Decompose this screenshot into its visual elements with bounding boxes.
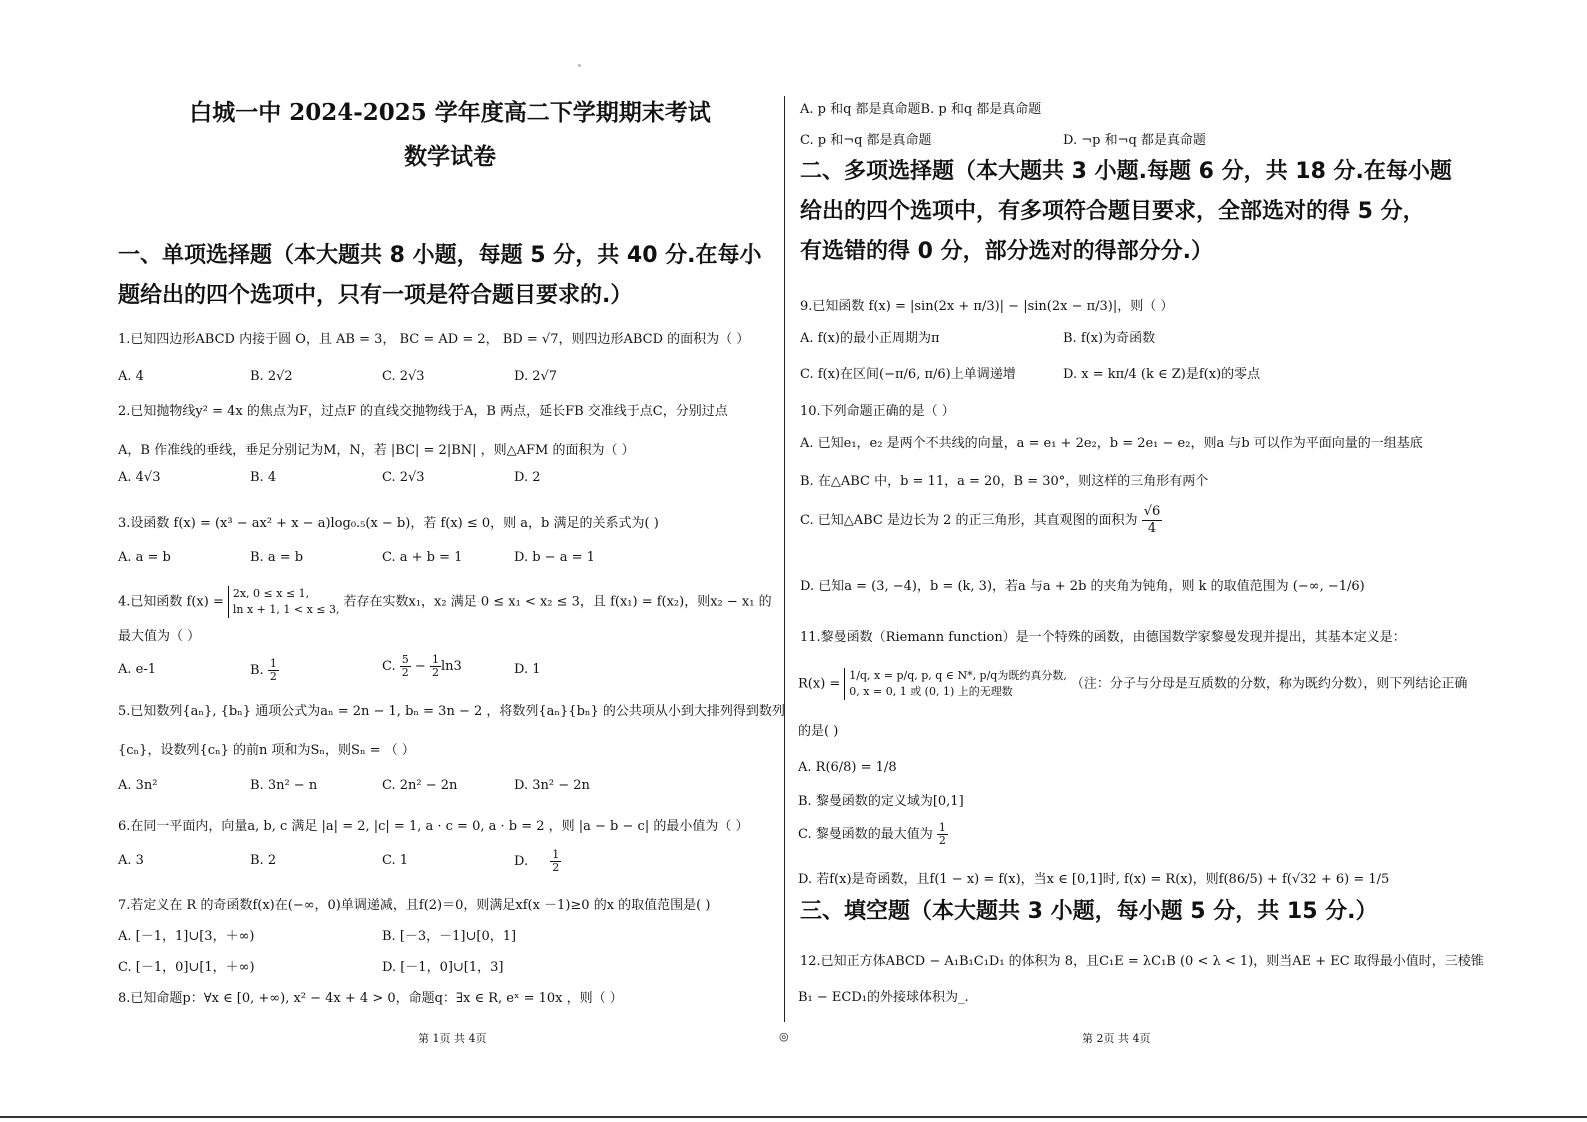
- q5-option-c: C. 2n² − 2n: [382, 778, 458, 793]
- q4-option-c-fraction-1: [400, 654, 411, 679]
- section-1-line1: 一、单项选择题（本大题共 8 小题，每题 5 分，共 40 分.在每小: [118, 243, 762, 268]
- q11-option-c: [798, 822, 948, 847]
- q11-def-prefix: R(x) =: [798, 676, 841, 692]
- q4-option-d: D. 1: [514, 662, 541, 677]
- q2-option-c: C. 2√3: [382, 470, 425, 485]
- q2-option-a: A. 4√3: [118, 470, 161, 485]
- section-2-heading: [800, 152, 1460, 272]
- question-4-line2: 最大值为（ ）: [118, 629, 201, 644]
- q4-option-c-suffix: ln3: [440, 659, 462, 674]
- footer-page-right: 第 2页 共 4页: [1082, 1032, 1151, 1045]
- q5-option-a: A. 3n²: [118, 778, 158, 793]
- q9-option-b: B. f(x)为奇函数: [1063, 331, 1156, 346]
- section-2-line1: 二、多项选择题（本大题共 3 小题.每题 6 分，共 18 分.在每小题: [800, 159, 1452, 184]
- q4-option-a: A. e-1: [118, 662, 157, 677]
- q10-option-a: A. 已知e₁，e₂ 是两个不共线的向量，a = e₁ + 2e₂，b = 2e₁ − e₂，则a 与b 可以作为平面向量的一组基底: [800, 436, 1423, 451]
- q11-option-c-den: 2: [938, 834, 946, 847]
- q6-option-d-den: 2: [552, 861, 560, 874]
- question-9: 9.已知函数 f(x) = |sin(2x + π/3)| − |sin(2x − π/3)|，则（ ）: [800, 299, 1174, 314]
- q4-piecewise: [228, 586, 340, 618]
- section-3-heading: 三、填空题（本大题共 3 小题，每小题 5 分，共 15 分.）: [800, 899, 1378, 924]
- q10-option-c-text: C. 已知△ABC 是边长为 2 的正三角形，其直观图的面积为: [800, 513, 1138, 528]
- q4-option-b-fraction: [268, 658, 279, 683]
- question-2-line1: 2.已知抛物线y² = 4x 的焦点为F，过点F 的直线交抛物线于A，B 两点，延长FB 交准线于点C，分别过点: [118, 404, 728, 419]
- q11-option-a: A. R(6/8) = 1/8: [798, 760, 897, 775]
- q6-option-c: C. 1: [382, 853, 409, 868]
- q2-option-b: B. 4: [250, 470, 277, 485]
- question-11-definition: [798, 668, 1467, 700]
- q7-option-b: B. [－3，－1]∪[0，1]: [382, 929, 517, 944]
- q10-option-c-den: 4: [1147, 521, 1157, 536]
- q4-option-c-fraction-2: [430, 654, 441, 679]
- q4-option-c: [382, 654, 462, 679]
- q4-option-c-num2: 1: [431, 653, 439, 666]
- q9-option-a: A. f(x)的最小正周期为π: [800, 331, 940, 346]
- q9-option-d: D. x = kπ/4 (k ∈ Z)是f(x)的零点: [1063, 367, 1261, 382]
- q11-option-c-text: C. 黎曼函数的最大值为: [798, 827, 933, 842]
- q7-option-d: D. [－1，0]∪[1，3]: [382, 960, 504, 975]
- q4-option-c-minus: −: [410, 659, 430, 674]
- q9-option-c: C. f(x)在区间(−π/6, π/6)上单调递增: [800, 367, 1016, 382]
- q3-option-a: A. a = b: [118, 550, 171, 565]
- q1-option-c: C. 2√3: [382, 369, 425, 384]
- section-2-line3: 有选错的得 0 分，部分选对的得部分分.）: [800, 239, 1213, 264]
- q11-def-suffix: （注：分子与分母是互质数的分数，称为既约分数），则下列结论正确: [1070, 676, 1468, 692]
- q11-case-1: 1/q, x = p/q, p, q ∈ N*, p/q为既约真分数,: [849, 669, 1067, 682]
- question-10: 10.下列命题正确的是（ ）: [800, 404, 955, 419]
- q11-option-c-fraction: [937, 822, 948, 847]
- q7-option-a: A. [－1，1]∪[3，＋∞): [118, 929, 255, 944]
- question-6: 6.在同一平面内，向量a, b, c 满足 |a| = 2, |c| = 1, a · c = 0, a · b = 2 ，则 |a − b − c| 的最小值为（ ）: [118, 819, 749, 834]
- q4-option-b: [250, 658, 279, 683]
- q4-suffix: 若存在实数x₁，x₂ 满足 0 ≤ x₁ < x₂ ≤ 3，且 f(x₁) = f(x₂)，则x₂ − x₁ 的: [343, 594, 772, 610]
- question-7: 7.若定义在 R 的奇函数f(x)在(−∞，0)单调递减，且f(2)＝0，则满足xf(x －1)≥0 的x 的取值范围是( ): [118, 898, 711, 913]
- q10-option-c: [800, 504, 1162, 537]
- question-8: 8.已知命题p：∀x ∈ [0, +∞), x² − 4x + 4 > 0，命题q：∃x ∈ R, eˣ = 10x ，则（ ）: [118, 991, 623, 1006]
- q8-option-d: D. ¬p 和¬q 都是真命题: [1063, 133, 1206, 148]
- q3-option-d: D. b − a = 1: [514, 550, 595, 565]
- question-12-line2: B₁ − ECD₁的外接球体积为_.: [798, 990, 969, 1005]
- q2-option-d: D. 2: [514, 470, 541, 485]
- question-1: 1.已知四边形ABCD 内接于圆 O，且 AB = 3， BC = AD = 2， BD = √7，则四边形ABCD 的面积为（ ）: [118, 332, 750, 347]
- q10-option-c-num: √6: [1143, 504, 1161, 519]
- q6-option-a: A. 3: [118, 853, 144, 868]
- q3-option-b: B. a = b: [250, 550, 304, 565]
- q4-option-b-label: B.: [250, 663, 264, 678]
- q7-option-c: C. [－1，0]∪[1，＋∞): [118, 960, 255, 975]
- q11-piecewise: [844, 668, 1067, 700]
- q11-option-d: D. 若f(x)是奇函数，且f(1 − x) = f(x)，当x ∈ [0,1]时, f(x) = R(x)，则f(86/5) + f(√32 + 6) = 1/5: [798, 872, 1390, 887]
- question-3: 3.设函数 f(x) = (x³ − ax² + x − a)log₀.₅(x − b)，若 f(x) ≤ 0，则 a，b 满足的关系式为( ): [118, 516, 659, 531]
- q4-option-c-num1: 5: [401, 653, 409, 666]
- exam-title: 白城一中 2024-2025 学年度高二下学期期末考试: [189, 99, 711, 126]
- q4-option-b-den: 2: [269, 670, 277, 683]
- q4-option-c-den2: 2: [431, 666, 439, 679]
- q1-option-d: D. 2√7: [514, 369, 558, 384]
- q8-options-ab: A. p 和q 都是真命题B. p 和q 都是真命题: [800, 102, 1042, 117]
- section-2-line2: 给出的四个选项中，有多项符合题目要求，全部选对的得 5 分，: [800, 199, 1425, 224]
- footer-center-mark: ◎: [779, 1030, 789, 1043]
- question-11-line3: 的是( ): [798, 724, 839, 739]
- q1-option-a: A. 4: [118, 369, 144, 384]
- exam-subtitle: 数学试卷: [404, 143, 496, 170]
- q11-case-2: 0, x = 0, 1 或 (0, 1) 上的无理数: [849, 685, 1013, 698]
- q4-option-c-den1: 2: [401, 666, 409, 679]
- question-4-line1: [118, 586, 772, 618]
- footer-page-left: 第 1页 共 4页: [418, 1032, 487, 1045]
- q6-option-d-num: 1: [552, 848, 560, 861]
- q6-option-d-label: D.: [514, 854, 529, 869]
- q10-option-c-fraction: [1142, 504, 1163, 537]
- q4-prefix: 4.已知函数 f(x) =: [118, 594, 224, 610]
- section-1-heading: [118, 236, 782, 316]
- section-1-line2: 题给出的四个选项中，只有一项是符合题目要求的.）: [118, 283, 633, 308]
- q1-option-b: B. 2√2: [250, 369, 293, 384]
- question-2-line2: A，B 作准线的垂线，垂足分别记为M，N，若 |BC| = 2|BN| ，则△AFM 的面积为（ ）: [118, 443, 635, 458]
- q11-option-c-num: 1: [938, 821, 946, 834]
- q6-option-b: B. 2: [250, 853, 277, 868]
- question-5-line1: 5.已知数列{aₙ}, {bₙ} 通项公式为aₙ = 2n − 1, bₙ = 3n − 2 ，将数列{aₙ}{bₙ} 的公共项从小到大排列得到数列: [118, 704, 785, 719]
- q10-option-b: B. 在△ABC 中，b = 11，a = 20，B = 30°，则这样的三角形有两个: [800, 474, 1209, 489]
- q4-case-2: ln x + 1, 1 < x ≤ 3,: [232, 603, 340, 616]
- q10-option-d: D. 已知a = (3, −4)，b = (k, 3)，若a 与a + 2b 的夹角为钝角，则 k 的取值范围为 (−∞, −1/6): [800, 579, 1365, 594]
- q6-option-d-fraction: [550, 849, 561, 874]
- q6-option-d: [514, 849, 561, 874]
- question-5-line2: {cₙ}，设数列{cₙ} 的前n 项和为Sₙ，则Sₙ = （ ）: [118, 743, 415, 758]
- q4-option-b-num: 1: [269, 657, 277, 670]
- column-divider: [784, 96, 785, 1022]
- q8-option-c: C. p 和¬q 都是真命题: [800, 133, 932, 148]
- question-11-line1: 11.黎曼函数（Riemann function）是一个特殊的函数，由德国数学家黎曼发现并提出，其基本定义是：: [800, 630, 1406, 645]
- q5-option-b: B. 3n² − n: [250, 778, 318, 793]
- q11-option-b: B. 黎曼函数的定义域为[0,1]: [798, 794, 964, 809]
- scan-mark: [578, 64, 581, 67]
- q4-option-c-label: C.: [382, 659, 396, 674]
- q4-case-1: 2x, 0 ≤ x ≤ 1,: [232, 587, 310, 600]
- q5-option-d: D. 3n² − 2n: [514, 778, 590, 793]
- q3-option-c: C. a + b = 1: [382, 550, 463, 565]
- question-12-line1: 12.已知正方体ABCD − A₁B₁C₁D₁ 的体积为 8，且C₁E = λC₁B (0 < λ < 1)，则当AE + EC 取得最小值时，三棱锥: [800, 954, 1484, 969]
